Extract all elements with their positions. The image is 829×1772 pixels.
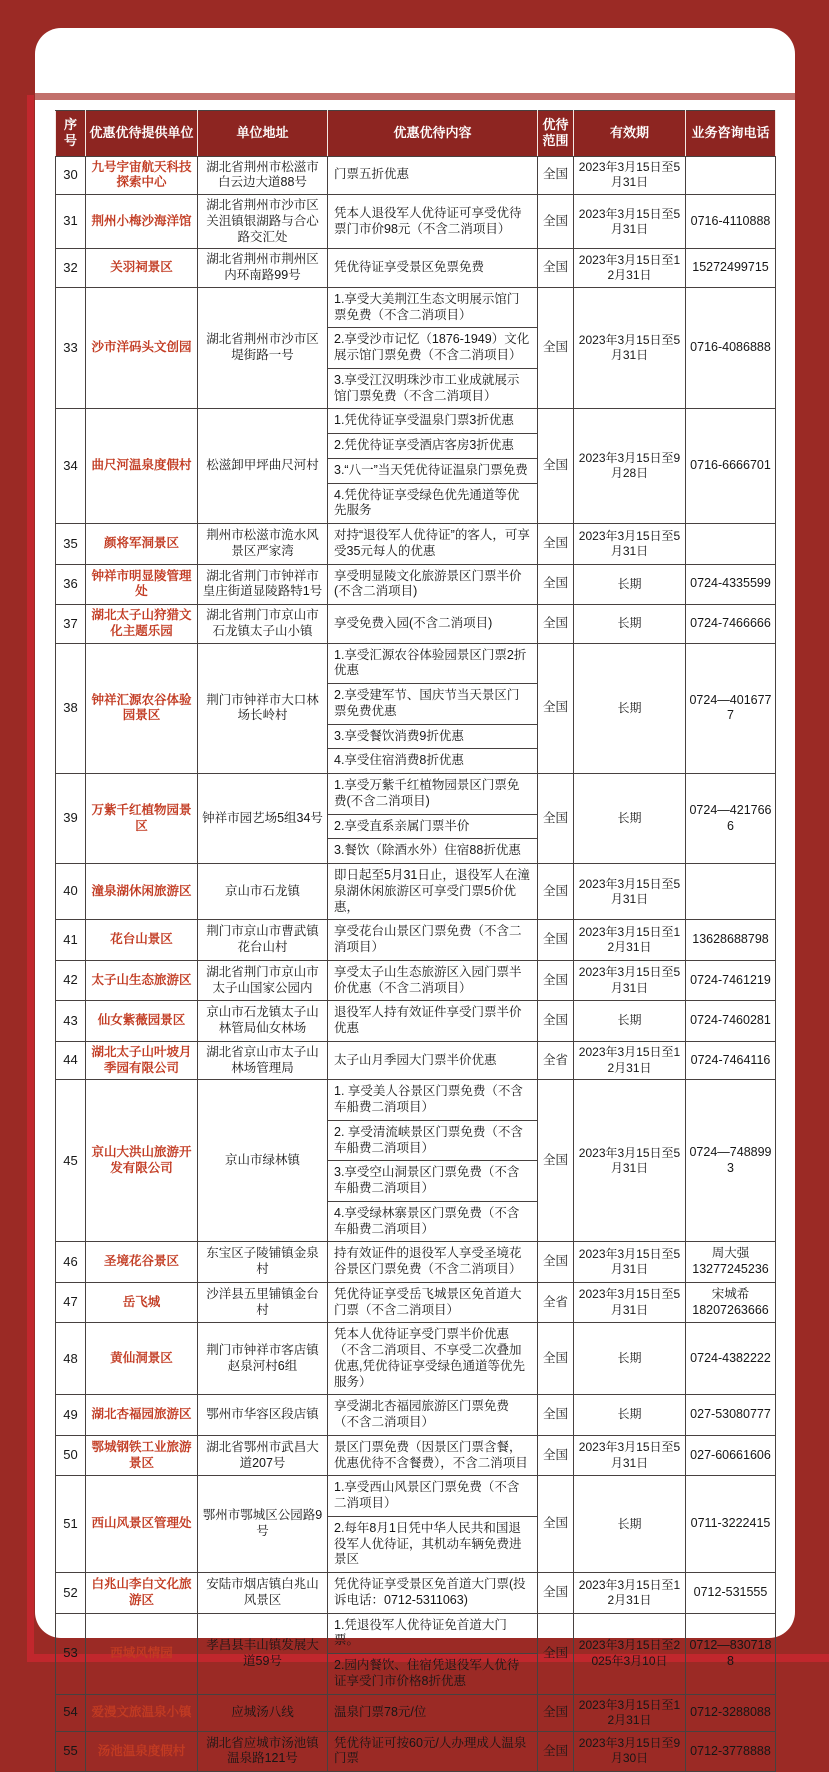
benefit-content (328, 1395, 538, 1436)
provider-name: 鄂城钢铁工业旅游景区 (86, 1435, 198, 1476)
benefit-scope: 全国 (538, 249, 574, 288)
benefit-item: 对持“退役军人优待证”的客人，可享受35元每人的优惠 (334, 528, 530, 558)
row-number: 55 (56, 1731, 86, 1772)
row-number: 33 (56, 287, 86, 409)
validity-period: 2023年3月15日至5月31日 (574, 195, 686, 249)
row-number: 48 (56, 1323, 86, 1395)
table-body (56, 156, 776, 1772)
validity-period: 长期 (574, 1323, 686, 1395)
provider-address: 鄂州市华容区段店镇 (198, 1395, 328, 1436)
provider-address: 荆门市钟祥市客店镇赵泉河村6组 (198, 1323, 328, 1395)
benefit-scope: 全国 (538, 920, 574, 961)
validity-period: 长期 (574, 1001, 686, 1042)
provider-address: 荆门市钟祥市大口林场长岭村 (198, 643, 328, 774)
provider-name: 汤池温泉度假村 (86, 1731, 198, 1772)
validity-period: 长期 (574, 605, 686, 644)
benefit-item: 太子山月季园大门票半价优惠 (334, 1052, 497, 1067)
contact-phone: 周大强 13277245236 (686, 1242, 776, 1283)
contact-phone: 0712—8307188 (686, 1613, 776, 1694)
header-serial-number: 序号 (56, 111, 86, 157)
benefit-content (328, 1731, 538, 1772)
validity-period: 2023年3月15日至5月31日 (574, 1282, 686, 1323)
benefit-content (328, 1001, 538, 1042)
benefit-content (328, 564, 538, 605)
contact-phone: 0724—7488993 (686, 1080, 776, 1242)
benefit-item: 享受明显陵文化旅游景区门票半价(不含二消项目) (334, 568, 522, 599)
provider-name: 钟祥市明显陵管理处 (86, 564, 198, 605)
row-number: 46 (56, 1242, 86, 1283)
provider-address: 鄂州市鄂城区公园路9号 (198, 1476, 328, 1573)
provider-address: 应城汤八线 (198, 1694, 328, 1731)
header-unit-address: 单位地址 (198, 111, 328, 157)
benefit-content (328, 409, 538, 524)
contact-phone: 0711-3222415 (686, 1476, 776, 1573)
row-number: 35 (56, 524, 86, 565)
contact-phone: 0724-7460281 (686, 1001, 776, 1042)
validity-period: 2023年3月15日至9月28日 (574, 409, 686, 524)
provider-address: 京山市石龙镇太子山林管局仙女林场 (198, 1001, 328, 1042)
table-row (56, 524, 776, 565)
validity-period: 长期 (574, 1395, 686, 1436)
table-row (56, 249, 776, 288)
frame-accent-left (27, 95, 34, 1662)
benefit-item: 1.享受西山风景区门票免费（不含二消项目） (328, 1476, 537, 1517)
benefit-item: 2.凭优待证享受酒店客房3折优惠 (328, 434, 537, 459)
validity-period: 长期 (574, 1476, 686, 1573)
table-row (56, 1001, 776, 1042)
benefit-item: 3.享受空山洞景区门票免费（不含车船费二消项目） (328, 1161, 537, 1202)
validity-period: 长期 (574, 643, 686, 774)
provider-name: 万紫千红植物园景区 (86, 774, 198, 864)
benefit-scope: 全国 (538, 524, 574, 565)
validity-period: 2023年3月15日至12月31日 (574, 249, 686, 288)
benefit-item: 景区门票免费（因景区门票含餐，优惠优待不含餐费），不含二消项目 (334, 1439, 528, 1470)
benefit-scope: 全国 (538, 1731, 574, 1772)
table-row (56, 1573, 776, 1614)
benefit-item: 1.凭退役军人优待证免首道大门票。 (328, 1614, 537, 1655)
benefit-item: 2.享受建军节、国庆节当天景区门票免费优惠 (328, 684, 537, 725)
contact-phone: 0724-7466666 (686, 605, 776, 644)
table-row (56, 564, 776, 605)
validity-period: 2023年3月15日至5月31日 (574, 1435, 686, 1476)
header-provider-unit: 优惠优待提供单位 (86, 111, 198, 157)
provider-name: 关羽祠景区 (86, 249, 198, 288)
provider-address: 东宝区子陵铺镇金泉村 (198, 1242, 328, 1283)
benefit-scope: 全国 (538, 1242, 574, 1283)
benefit-scope: 全国 (538, 1435, 574, 1476)
contact-phone: 0724-7464116 (686, 1041, 776, 1080)
benefit-item: 凭本人优待证享受门票半价优惠（不含二消项目、不享受二次叠加优惠,凭优待证享受绿色通道等优先服务） (334, 1327, 525, 1389)
validity-period: 2023年3月15日至12月31日 (574, 1694, 686, 1731)
table-row (56, 1242, 776, 1283)
provider-name: 钟祥汇源农谷体验园景区 (86, 643, 198, 774)
benefit-item: 4.凭优待证享受绿色优先通道等优先服务 (334, 487, 520, 518)
table-row (56, 287, 776, 409)
header-contact-phone: 业务咨询电话 (686, 111, 776, 157)
provider-address: 荆门市京山市曹武镇花台山村 (198, 920, 328, 961)
benefit-item: 2.园内餐饮、住宿凭退役军人优待证享受门市价格8折优惠 (334, 1658, 520, 1688)
benefit-scope: 全国 (538, 960, 574, 1001)
provider-address: 湖北省荆门市钟祥市皇庄街道显陵路特1号 (198, 564, 328, 605)
benefit-scope: 全国 (538, 195, 574, 249)
benefit-item: 3.“八一”当天凭优待证温泉门票免费 (328, 459, 537, 484)
row-number: 51 (56, 1476, 86, 1573)
contact-phone: 0716-6666701 (686, 409, 776, 524)
benefit-content (328, 249, 538, 288)
table-row (56, 156, 776, 195)
provider-name: 爱漫文旅温泉小镇 (86, 1694, 198, 1731)
benefit-item: 享受太子山生态旅游区入园门票半价优惠（不含二消项目） (334, 964, 522, 995)
row-number: 42 (56, 960, 86, 1001)
provider-address: 湖北省荆门市京山市太子山国家公园内 (198, 960, 328, 1001)
table-row (56, 1323, 776, 1395)
benefit-content (328, 920, 538, 961)
validity-period: 2023年3月15日至5月31日 (574, 156, 686, 195)
benefit-item: 享受免费入园(不含二消项目) (334, 615, 493, 630)
benefit-item: 2.享受直系亲属门票半价 (328, 815, 537, 840)
header-benefit-content: 优惠优待内容 (328, 111, 538, 157)
benefit-content (328, 1573, 538, 1614)
benefit-content (328, 1613, 538, 1694)
benefit-content (328, 156, 538, 195)
row-number: 45 (56, 1080, 86, 1242)
row-number: 54 (56, 1694, 86, 1731)
content-card (35, 28, 795, 1766)
provider-name: 九号宇宙航天科技探索中心 (86, 156, 198, 195)
contact-phone: 0716-4110888 (686, 195, 776, 249)
contact-phone: 0712-3288088 (686, 1694, 776, 1731)
row-number: 52 (56, 1573, 86, 1614)
provider-name: 西域风情园 (86, 1613, 198, 1694)
provider-name: 白兆山李白文化旅游区 (86, 1573, 198, 1614)
provider-address: 湖北省荆州市松滋市白云边大道88号 (198, 156, 328, 195)
benefit-item: 即日起至5月31日止，退役军人在潼泉湖休闲旅游区可享受门票5价优惠， (334, 868, 530, 914)
benefit-scope: 全国 (538, 409, 574, 524)
benefit-scope: 全国 (538, 1395, 574, 1436)
benefit-scope: 全国 (538, 1001, 574, 1042)
table-row (56, 1041, 776, 1080)
provider-address: 荆州市松滋市洈水风景区严家湾 (198, 524, 328, 565)
benefit-content (328, 1323, 538, 1395)
benefit-content (328, 1242, 538, 1283)
benefit-item: 1.享受汇源农谷体验园景区门票2折优惠 (328, 644, 537, 685)
row-number: 34 (56, 409, 86, 524)
row-number: 53 (56, 1613, 86, 1694)
benefits-table (55, 110, 776, 1772)
table-row (56, 1080, 776, 1242)
contact-phone: 0724-4335599 (686, 564, 776, 605)
benefit-content (328, 1282, 538, 1323)
benefit-item: 凭优待证享受景区免票免费 (334, 260, 485, 275)
table-row (56, 1613, 776, 1694)
benefit-item: 3.餐饮（除酒水外）住宿88折优惠 (334, 843, 521, 858)
benefit-content (328, 1476, 538, 1573)
provider-name: 西山风景区管理处 (86, 1476, 198, 1573)
benefit-content (328, 287, 538, 409)
provider-name: 湖北太子山狩猎文化主题乐园 (86, 605, 198, 644)
validity-period: 长期 (574, 774, 686, 864)
benefit-item: 2.每年8月1日凭中华人民共和国退役军人优待证，其机动车辆免费进景区 (334, 1520, 522, 1567)
validity-period: 2023年3月15日至5月31日 (574, 960, 686, 1001)
benefit-content (328, 605, 538, 644)
row-number: 47 (56, 1282, 86, 1323)
provider-address: 湖北省荆州市沙市区关沮镇银湖路与合心路交汇处 (198, 195, 328, 249)
benefit-item: 3.享受江汉明珠沙市工业成就展示馆门票免费（不含二消项目） (334, 372, 520, 403)
benefit-scope: 全国 (538, 564, 574, 605)
benefit-item: 持有效证件的退役军人享受圣境花谷景区门票免费（不含二消项目） (334, 1246, 522, 1276)
validity-period: 2023年3月15日至5月31日 (574, 287, 686, 409)
row-number: 38 (56, 643, 86, 774)
validity-period: 2023年3月15日至5月31日 (574, 1080, 686, 1242)
contact-phone: 0724—4217666 (686, 774, 776, 864)
banner-bottom-strip (35, 93, 795, 100)
provider-address: 京山市绿林镇 (198, 1080, 328, 1242)
contact-phone: 0716-4086888 (686, 287, 776, 409)
benefit-item: 1.享受万紫千红植物园景区门票免费(不含二消项目) (328, 774, 537, 815)
provider-name: 湖北杏福园旅游区 (86, 1395, 198, 1436)
provider-name: 曲尺河温泉度假村 (86, 409, 198, 524)
row-number: 41 (56, 920, 86, 961)
benefit-content (328, 524, 538, 565)
row-number: 43 (56, 1001, 86, 1042)
header-benefit-scope: 优待范围 (538, 111, 574, 157)
benefit-scope: 全国 (538, 643, 574, 774)
table-row (56, 1395, 776, 1436)
provider-name: 圣境花谷景区 (86, 1242, 198, 1283)
benefit-scope: 全国 (538, 1080, 574, 1242)
table-header (56, 111, 776, 157)
provider-address: 湖北省荆州市沙市区堤街路一号 (198, 287, 328, 409)
benefit-item: 2.享受沙市记忆（1876-1949）文化展示馆门票免费（不含二消项目） (328, 328, 537, 369)
provider-address: 沙洋县五里铺镇金台村 (198, 1282, 328, 1323)
validity-period: 2023年3月15日至12月31日 (574, 920, 686, 961)
benefit-content (328, 643, 538, 774)
validity-period: 2023年3月15日至9月30日 (574, 1731, 686, 1772)
benefit-scope: 全国 (538, 605, 574, 644)
contact-phone (686, 524, 776, 565)
benefit-scope: 全国 (538, 1476, 574, 1573)
benefit-item: 退役军人持有效证件享受门票半价优惠 (334, 1005, 522, 1035)
table-row (56, 409, 776, 524)
benefit-item: 1.享受大美荆江生态文明展示馆门票免费（不含二消项目） (328, 288, 537, 329)
benefit-item: 2. 享受清流峡景区门票免费（不含车船费二消项目） (328, 1121, 537, 1162)
benefit-content (328, 1694, 538, 1731)
table-row (56, 1282, 776, 1323)
table-row (56, 643, 776, 774)
benefit-item: 1.凭优待证享受温泉门票3折优惠 (328, 409, 537, 434)
provider-address: 京山市石龙镇 (198, 864, 328, 920)
contact-phone: 0712-3778888 (686, 1731, 776, 1772)
row-number: 37 (56, 605, 86, 644)
row-number: 39 (56, 774, 86, 864)
table-row (56, 774, 776, 864)
row-number: 36 (56, 564, 86, 605)
row-number: 44 (56, 1041, 86, 1080)
benefit-item: 享受湖北杏福园旅游区门票免费（不含二消项目） (334, 1399, 510, 1429)
benefit-item: 凭优待证可按60元/人办理成人温泉门票 (334, 1735, 527, 1766)
provider-name: 花台山景区 (86, 920, 198, 961)
benefit-item: 享受花台山景区门票免费（不含二消项目） (334, 924, 522, 954)
benefit-content (328, 864, 538, 920)
benefit-item: 3.享受餐饮消费9折优惠 (328, 725, 537, 750)
benefit-content (328, 1041, 538, 1080)
table-row (56, 1476, 776, 1573)
benefit-scope: 全省 (538, 1282, 574, 1323)
benefit-item: 凭本人退役军人优待证可享受优待票门市价98元（不含二消项目） (334, 205, 522, 236)
benefit-content (328, 195, 538, 249)
benefit-scope: 全国 (538, 774, 574, 864)
validity-period: 2023年3月15日至5月31日 (574, 864, 686, 920)
row-number: 30 (56, 156, 86, 195)
benefit-content (328, 1435, 538, 1476)
table-row (56, 864, 776, 920)
provider-address: 孝昌县丰山镇发展大道59号 (198, 1613, 328, 1694)
provider-name: 湖北太子山叶坡月季园有限公司 (86, 1041, 198, 1080)
provider-name: 京山大洪山旅游开发有限公司 (86, 1080, 198, 1242)
provider-address: 湖北省鄂州市武昌大道207号 (198, 1435, 328, 1476)
contact-phone: 15272499715 (686, 249, 776, 288)
provider-name: 仙女紫薇园景区 (86, 1001, 198, 1042)
table-row (56, 605, 776, 644)
validity-period: 2023年3月15日至12月31日 (574, 1573, 686, 1614)
contact-phone: 027-60661606 (686, 1435, 776, 1476)
benefit-content (328, 960, 538, 1001)
provider-address: 钟祥市园艺场5组34号 (198, 774, 328, 864)
provider-name: 颜将军洞景区 (86, 524, 198, 565)
validity-period: 2023年3月15日至2025年3月10日 (574, 1613, 686, 1694)
provider-address: 湖北省京山市太子山林场管理局 (198, 1041, 328, 1080)
benefit-content (328, 1080, 538, 1242)
benefit-item: 凭优待证享受景区免首道大门票(投诉电话：0712-5311063) (334, 1577, 526, 1607)
contact-phone: 宋城希 18207263666 (686, 1282, 776, 1323)
contact-phone: 0724-7461219 (686, 960, 776, 1001)
benefit-item: 4.享受住宿消费8折优惠 (334, 753, 464, 768)
provider-name: 荆州小梅沙海洋馆 (86, 195, 198, 249)
table-row (56, 195, 776, 249)
table-row (56, 960, 776, 1001)
provider-name: 潼泉湖休闲旅游区 (86, 864, 198, 920)
provider-name: 岳飞城 (86, 1282, 198, 1323)
row-number: 40 (56, 864, 86, 920)
row-number: 32 (56, 249, 86, 288)
row-number: 49 (56, 1395, 86, 1436)
provider-address: 安陆市烟店镇白兆山风景区 (198, 1573, 328, 1614)
table-row (56, 920, 776, 961)
contact-phone: 0712-531555 (686, 1573, 776, 1614)
benefit-item: 凭优待证享受岳飞城景区免首道大门票（不含二消项目） (334, 1286, 522, 1317)
benefit-scope: 全国 (538, 287, 574, 409)
provider-address: 湖北省荆门市京山市石龙镇太子山小镇 (198, 605, 328, 644)
validity-period: 长期 (574, 564, 686, 605)
provider-address: 松滋卸甲坪曲尺河村 (198, 409, 328, 524)
row-number: 50 (56, 1435, 86, 1476)
validity-period: 2023年3月15日至5月31日 (574, 524, 686, 565)
provider-name: 黄仙洞景区 (86, 1323, 198, 1395)
benefit-item: 温泉门票78元/位 (334, 1704, 427, 1719)
contact-phone: 13628688798 (686, 920, 776, 961)
contact-phone (686, 864, 776, 920)
benefit-item: 1. 享受美人谷景区门票免费（不含车船费二消项目） (328, 1080, 537, 1121)
benefit-scope: 全省 (538, 1041, 574, 1080)
provider-address: 湖北省应城市汤池镇温泉路121号 (198, 1731, 328, 1772)
validity-period: 2023年3月15日至5月31日 (574, 1242, 686, 1283)
header-validity-period: 有效期 (574, 111, 686, 157)
benefit-content (328, 774, 538, 864)
contact-phone: 027-53080777 (686, 1395, 776, 1436)
benefit-scope: 全国 (538, 156, 574, 195)
benefit-scope: 全国 (538, 864, 574, 920)
benefit-scope: 全国 (538, 1613, 574, 1694)
benefit-scope: 全国 (538, 1694, 574, 1731)
row-number: 31 (56, 195, 86, 249)
benefit-scope: 全国 (538, 1573, 574, 1614)
benefit-item: 4.享受绿林寨景区门票免费（不含车船费二消项目） (334, 1205, 520, 1236)
table-row (56, 1435, 776, 1476)
benefit-item: 门票五折优惠 (334, 167, 410, 182)
provider-name: 太子山生态旅游区 (86, 960, 198, 1001)
table-row (56, 1694, 776, 1731)
validity-period: 2023年3月15日至12月31日 (574, 1041, 686, 1080)
table-row (56, 1731, 776, 1772)
contact-phone: 0724—4016777 (686, 643, 776, 774)
benefit-scope: 全国 (538, 1323, 574, 1395)
contact-phone: 0724-4382222 (686, 1323, 776, 1395)
provider-address: 湖北省荆州市荆州区内环南路99号 (198, 249, 328, 288)
provider-name: 沙市洋码头文创园 (86, 287, 198, 409)
contact-phone (686, 156, 776, 195)
